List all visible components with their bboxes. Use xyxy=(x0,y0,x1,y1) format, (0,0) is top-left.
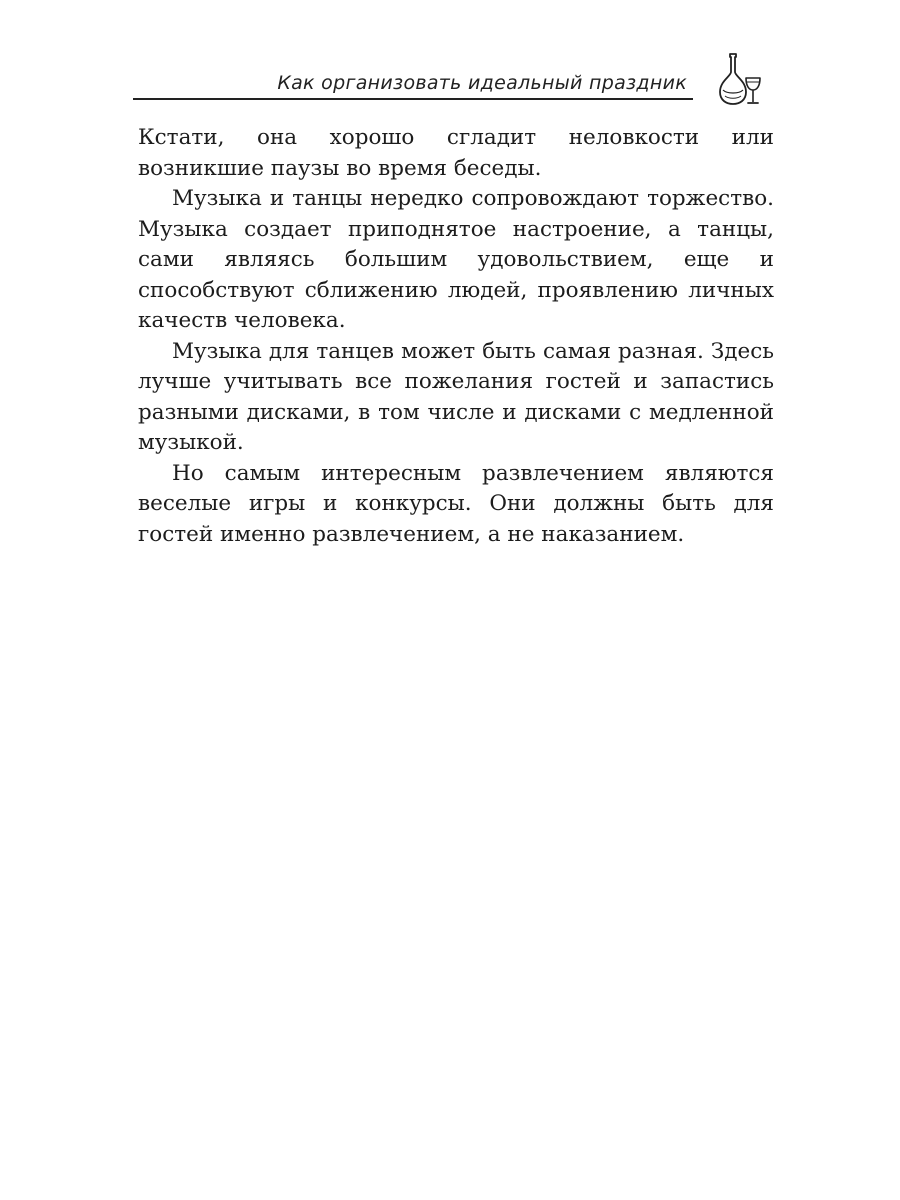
running-header xyxy=(133,68,693,102)
header-title: Как организовать идеальный праздник xyxy=(277,72,687,94)
header-rule xyxy=(133,98,693,100)
carafe-and-glass-icon xyxy=(713,50,763,108)
body-text xyxy=(138,123,774,550)
paragraph-4: Но самым интересным развлечением являются веселые игры и конкурсы. Они должны быть для гостей именно развлечением, а не наказанием. xyxy=(138,460,774,547)
paragraph-2: Музыка и танцы нередко сопровождают торжество. Музыка создает приподнятое настроение, а танцы, сами являясь большим удовольствием, еще и способствуют сближению людей, проявлению личных качеств человека. xyxy=(138,186,774,333)
paragraph-3: Музыка для танцев может быть самая разная. Здесь лучше учитывать все пожелания гостей и запастись разными дисками, в том числе и дисками с медленной музыкой. xyxy=(138,338,774,455)
paragraph-1: Кстати, она хорошо сгладит неловкости или возникшие паузы во время беседы. xyxy=(138,125,774,181)
